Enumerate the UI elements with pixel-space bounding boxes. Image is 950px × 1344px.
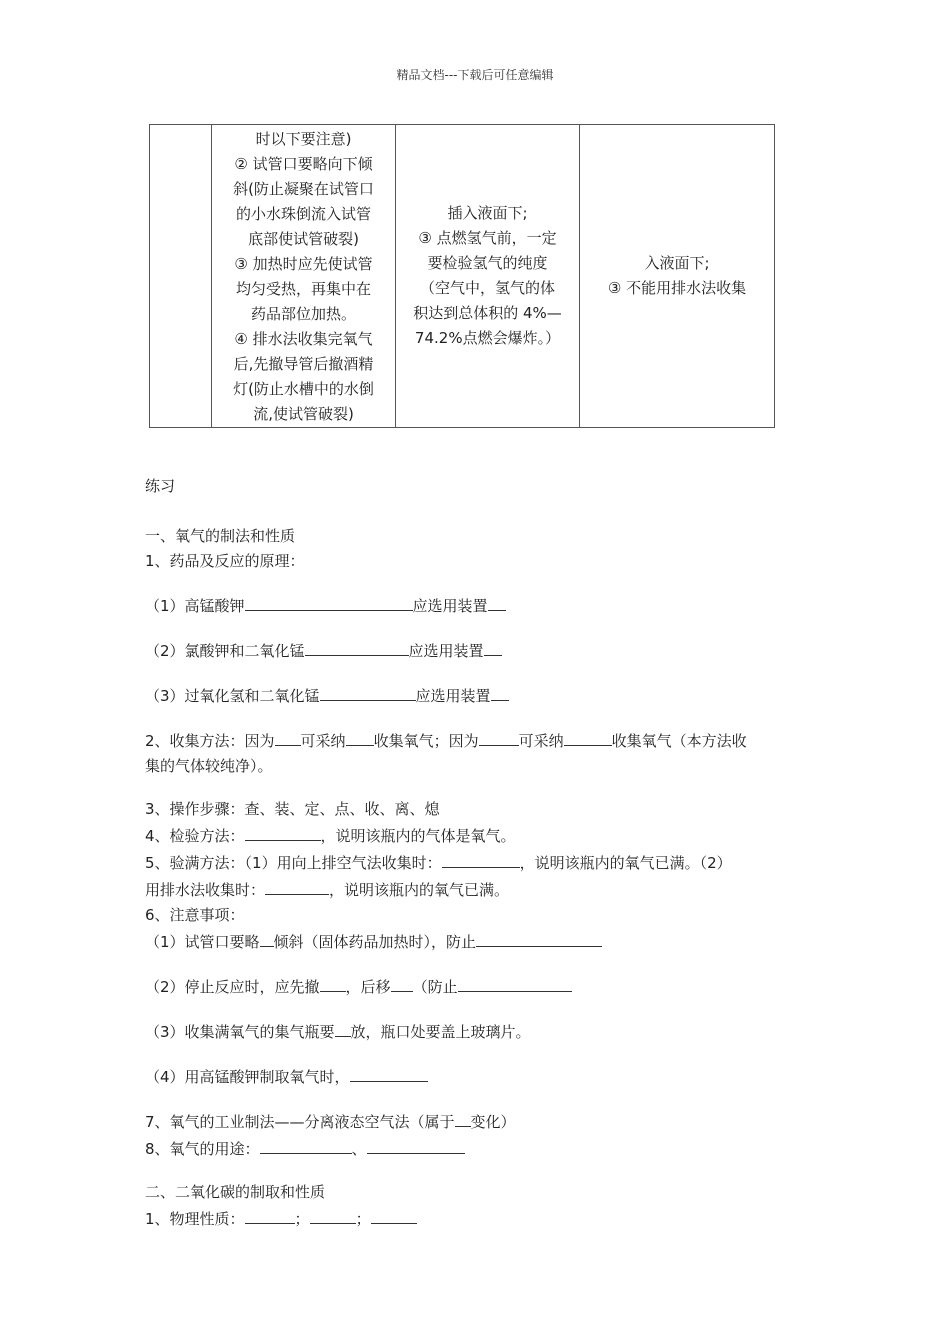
cell-line: ③ 不能用排水法收集 [607,279,747,297]
item-3: 3、操作步骤：查、装、定、点、收、离、熄 [145,800,440,818]
item-1: 1、药品及反应的原理： [145,552,305,570]
item-6-2: （2）停止反应时，应先撤 ，后移 （防止 [145,973,815,1000]
cell-line: 斜(防止凝聚在试管口 [233,180,374,198]
item-8: 8、氧气的用途： 、 [145,1135,815,1162]
table-cell-co2-notes [580,125,775,428]
practice-title: 练习 [145,477,176,495]
cell-line: 后,先撤导管后撤酒精 [233,355,374,373]
cell-line: 流,使试管破裂) [253,405,354,423]
section-2-item-1: 1、物理性质： ； ； [145,1205,815,1232]
item-1-1: （1）高锰酸钾 应选用装置 [145,592,815,619]
cell-line: 74.2%点燃会爆炸。） [414,329,561,347]
cell-line: 要检验氢气的纯度 [427,254,548,272]
cell-line: 的小水珠倒流入试管 [235,205,371,223]
cell-line: ② 试管口要略向下倾 [234,155,373,173]
cell-line: 入液面下; [644,254,710,272]
cell-line: ③ 加热时应先使试管 [234,255,373,273]
item-4: 4、检验方法： ，说明该瓶内的气体是氧气。 [145,822,815,849]
table-row [150,125,775,428]
table-cell-empty [150,125,212,428]
item-6-1: （1）试管口要略 倾斜（固体药品加热时），防止 [145,928,815,955]
cell-line: ④ 排水法收集完氧气 [234,330,373,348]
item-5: 5、验满方法：（1）用向上排空气法收集时： ，说明该瓶内的氧气已满。（2） [145,849,815,876]
item-2-cont: 集的气体较纯净）。 [145,757,273,775]
cell-line: ③ 点燃氢气前，一定 [418,229,557,247]
cell-line: 底部使试管破裂) [248,230,359,248]
section-1-title: 一、氧气的制法和性质 [145,527,296,545]
cell-line: （空气中，氢气的体 [419,279,555,297]
section-2-title: 二、二氧化碳的制取和性质 [145,1183,326,1201]
item-1-3: （3）过氧化氢和二氧化锰 应选用装置 [145,682,815,709]
cell-line: 插入液面下; [447,204,528,222]
cell-line: 时以下要注意) [255,130,352,148]
item-1-2: （2）氯酸钾和二氧化锰 应选用装置 [145,637,815,664]
item-6: 6、注意事项： [145,906,245,924]
item-5-cont: 用排水法收集时： ，说明该瓶内的氧气已满。 [145,876,815,903]
page-header: 精品文档---下载后可任意编辑 [396,68,554,82]
table-cell-oxygen-notes [212,125,396,428]
table-cell-hydrogen-notes [396,125,580,428]
cell-line: 均匀受热，再集中在 [235,280,371,298]
item-2: 2、收集方法：因为 可采纳 收集氧气；因为 可采纳 收集氧气（本方法收 [145,727,815,754]
comparison-table [149,124,775,428]
item-6-4: （4）用高锰酸钾制取氧气时， [145,1063,815,1090]
practice-section [145,474,815,1232]
cell-line: 积达到总体积的 4%— [413,304,562,322]
cell-line: 药品部位加热。 [250,305,356,323]
item-7: 7、氧气的工业制法——分离液态空气法（属于 变化） [145,1108,815,1135]
cell-line: 灯(防止水槽中的水倒 [233,380,374,398]
item-6-3: （3）收集满氧气的集气瓶要 放，瓶口处要盖上玻璃片。 [145,1018,815,1045]
